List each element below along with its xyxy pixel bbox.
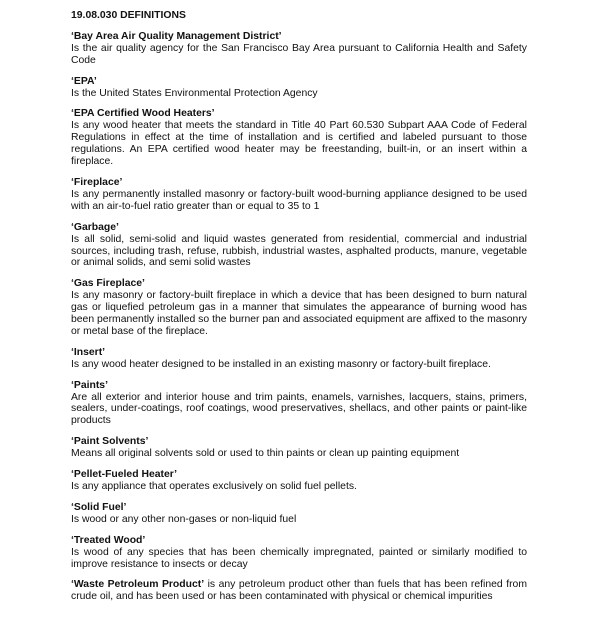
section-heading: 19.08.030 DEFINITIONS <box>71 10 186 21</box>
definition-text: Is all solid, semi-solid and liquid wastes generated from residential, commercial and industrial sources, including trash, refuse, rubbish, industrial wastes, asphalted products, manure, vegetable or animal solids, and semi solid wastes <box>71 233 527 269</box>
definition-entry <box>71 177 527 213</box>
definition-entry <box>71 535 527 571</box>
definition-term: ‘Gas Fireplace’ <box>71 278 145 290</box>
definition-entry <box>71 469 527 493</box>
definition-term: ‘Treated Wood’ <box>71 534 146 546</box>
definition-term: ‘Garbage’ <box>71 221 119 233</box>
definition-entry <box>71 31 527 67</box>
definition-text: Is the air quality agency for the San Francisco Bay Area pursuant to California Health and Safety Code <box>71 42 527 66</box>
definition-term: ‘Paints’ <box>71 379 108 391</box>
definition-entry <box>71 347 527 371</box>
definition-text: Means all original solvents sold or used to thin paints or clean up painting equipment <box>71 448 460 460</box>
definitions-page <box>71 10 527 612</box>
definition-term: ‘Waste Petroleum Product’ <box>71 579 205 591</box>
definition-text: Is wood of any species that has been chemically impregnated, painted or similarly modified to improve resistance to insects or decay <box>71 546 527 570</box>
definition-term: ‘Insert’ <box>71 346 106 358</box>
definition-term: ‘Paint Solvents’ <box>71 436 149 448</box>
definition-term: ‘EPA Certified Wood Heaters’ <box>71 108 215 120</box>
definition-text: Is any permanently installed masonry or factory-built wood-burning appliance designed to be used with an air-to-fuel ratio greater than or equal to 35 to 1 <box>71 188 527 212</box>
definition-entry <box>71 278 527 338</box>
definition-entry <box>71 502 527 526</box>
definition-term: ‘Solid Fuel’ <box>71 501 127 513</box>
definition-text: Are all exterior and interior house and trim paints, enamels, varnishes, lacquers, stains, primers, sealers, under-coatings, roof coatings, wood preservatives, shellacs, and other paints or paint-like products <box>71 391 527 427</box>
definition-term: ‘EPA’ <box>71 75 97 87</box>
definition-text: Is any masonry or factory-built fireplace in which a device that has been designed to burn natural gas or liquefied petroleum gas in a manner that simulates the appearance of burning wood has been permanently installed so the burner pan and associated equipment are affixed to the masonry or metal base of the fireplace. <box>71 290 527 337</box>
definition-text: Is wood or any other non-gases or non-liquid fuel <box>71 513 297 525</box>
definition-entry <box>71 108 527 168</box>
definition-entry-inline <box>71 579 527 603</box>
definition-term: ‘Fireplace’ <box>71 176 123 188</box>
definition-entry <box>71 222 527 270</box>
definition-term: ‘Bay Area Air Quality Management District’ <box>71 30 282 42</box>
definition-entry <box>71 380 527 428</box>
definition-text: Is any wood heater designed to be installed in an existing masonry or factory-built fireplace. <box>71 358 491 370</box>
definition-text: is any petroleum product other than fuels that has been refined from crude oil, and has been used or has been contaminated with physical or chemical impurities <box>71 579 527 603</box>
definition-text: Is any wood heater that meets the standard in Title 40 Part 60.530 Subpart AAA Code of Federal Regulations in effect at the time of installation and is certified and labeled pursuant to those regulations. An EPA certified wood heater may be freestanding, built-in, or an insert within a fireplace. <box>71 120 527 168</box>
definition-entry <box>71 436 527 460</box>
definition-text: Is the United States Environmental Protection Agency <box>71 87 318 99</box>
definition-entry <box>71 76 527 100</box>
definition-text: Is any appliance that operates exclusively on solid fuel pellets. <box>71 481 357 492</box>
definition-term: ‘Pellet-Fueled Heater’ <box>71 469 178 481</box>
